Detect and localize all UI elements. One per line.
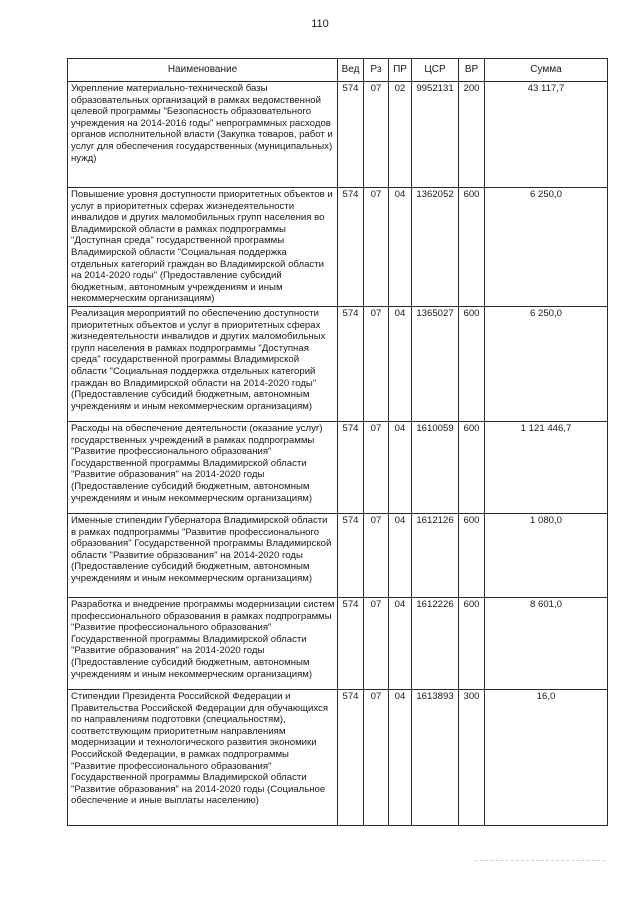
- row-csr: 1613893: [412, 690, 459, 826]
- row-sum: 6 250,0: [485, 188, 608, 307]
- table-row: [68, 690, 608, 826]
- row-sum: 1 121 446,7: [485, 422, 608, 514]
- table-row: [68, 514, 608, 598]
- row-name: Именные стипендии Губернатора Владимирской области в рамках подпрограммы "Развитие профессионального образования" Государственной программы Владимирской области "Развитие образования" на 2014-2020 годы (Предоставление субсидий бюджетным, автономным учреждениям и иным некоммерческим организациям): [68, 514, 338, 598]
- row-name: Реализация мероприятий по обеспечению доступности приоритетных объектов и услуг в приоритетных сферах жизнедеятельности инвалидов и других маломобильных групп населения в рамках подпрограммы "Доступная среда" государственной программы Владимирской области "Социальная поддержка отдельных категорий граждан во Владимирской области на 2014-2020 годы" (Предоставление субсидий бюджетным, автономным учреждениям и иным некоммерческим организациям): [68, 307, 338, 422]
- row-vr: 600: [459, 422, 485, 514]
- row-name: Расходы на обеспечение деятельности (оказание услуг) государственных учреждений в рамках подпрограммы "Развитие профессионального образования" Государственной программы Владимирской области "Развитие образования" на 2014-2020 годы (Предоставление субсидий бюджетным, автономным учреждениям и иным некоммерческим организациям): [68, 422, 338, 514]
- row-ved: 574: [338, 82, 364, 188]
- row-rz: 07: [364, 690, 389, 826]
- row-rz: 07: [364, 188, 389, 307]
- row-name: Повышение уровня доступности приоритетных объектов и услуг в приоритетных сферах жизнедеятельности инвалидов и других маломобильных групп населения во Владимирской области в рамках подпрограммы "Доступная среда" государственной программы Владимирской области "Социальная поддержка отдельных категорий граждан во Владимирской области на 2014-2020 годы" (Предоставление субсидий бюджетным, автономным учреждениям и иным некоммерческим организациям): [68, 188, 338, 307]
- row-pr: 04: [389, 598, 412, 690]
- table-row: [68, 598, 608, 690]
- row-sum: 8 601,0: [485, 598, 608, 690]
- budget-table: [67, 58, 608, 826]
- row-pr: 04: [389, 307, 412, 422]
- row-name: Укрепление материально-технической базы образовательных организаций в рамках ведомственной целевой программы "Безопасность образовательного учреждения на 2014-2016 годы" непрограммных расходов органов исполнительной власти (Закупка товаров, работ и услуг для обеспечения государственных (муниципальных) нужд): [68, 82, 338, 188]
- row-rz: 07: [364, 422, 389, 514]
- row-ved: 574: [338, 514, 364, 598]
- row-name: Стипендии Президента Российской Федерации и Правительства Российской Федерации для обучающихся по направлениям подготовки (специальностям), соответствующим приоритетным направлениям модернизации и технологического развития экономики Российской Федерации, в рамках подпрограммы "Развитие профессионального образования" Государственной программы Владимирской области "Развитие образования" на 2014-2020 годы (Социальное обеспечение и иные выплаты населению): [68, 690, 338, 826]
- table-row: [68, 188, 608, 307]
- header-ved: Вед: [338, 59, 364, 82]
- row-pr: 04: [389, 188, 412, 307]
- row-sum: 6 250,0: [485, 307, 608, 422]
- scan-margin-line: [475, 860, 605, 861]
- row-pr: 02: [389, 82, 412, 188]
- row-vr: 600: [459, 307, 485, 422]
- row-csr: 1365027: [412, 307, 459, 422]
- header-csr: ЦСР: [412, 59, 459, 82]
- row-sum: 1 080,0: [485, 514, 608, 598]
- row-csr: 1612126: [412, 514, 459, 598]
- row-ved: 574: [338, 598, 364, 690]
- row-vr: 600: [459, 514, 485, 598]
- header-pr: ПР: [389, 59, 412, 82]
- row-csr: 1610059: [412, 422, 459, 514]
- row-pr: 04: [389, 422, 412, 514]
- row-vr: 200: [459, 82, 485, 188]
- row-sum: 16,0: [485, 690, 608, 826]
- table-row: [68, 422, 608, 514]
- row-pr: 04: [389, 690, 412, 826]
- header-sum: Сумма: [485, 59, 608, 82]
- row-vr: 300: [459, 690, 485, 826]
- row-rz: 07: [364, 307, 389, 422]
- row-rz: 07: [364, 82, 389, 188]
- row-vr: 600: [459, 188, 485, 307]
- row-name: Разработка и внедрение программы модернизации систем профессионального образования в рамках подпрограммы "Развитие профессионального образования" Государственной программы Владимирской области "Развитие образования" на 2014-2020 годы (Предоставление субсидий бюджетным, автономным учреждениям и иным некоммерческим организациям): [68, 598, 338, 690]
- row-ved: 574: [338, 422, 364, 514]
- table-header-row: [68, 59, 608, 82]
- row-pr: 04: [389, 514, 412, 598]
- row-sum: 43 117,7: [485, 82, 608, 188]
- row-csr: 1362052: [412, 188, 459, 307]
- row-csr: 9952131: [412, 82, 459, 188]
- page-number: 110: [311, 18, 329, 30]
- row-vr: 600: [459, 598, 485, 690]
- row-rz: 07: [364, 598, 389, 690]
- table-row: [68, 307, 608, 422]
- header-vr: ВР: [459, 59, 485, 82]
- row-ved: 574: [338, 307, 364, 422]
- row-ved: 574: [338, 188, 364, 307]
- row-ved: 574: [338, 690, 364, 826]
- table-row: [68, 82, 608, 188]
- row-rz: 07: [364, 514, 389, 598]
- header-rz: Рз: [364, 59, 389, 82]
- header-name: Наименование: [68, 59, 338, 82]
- row-csr: 1612226: [412, 598, 459, 690]
